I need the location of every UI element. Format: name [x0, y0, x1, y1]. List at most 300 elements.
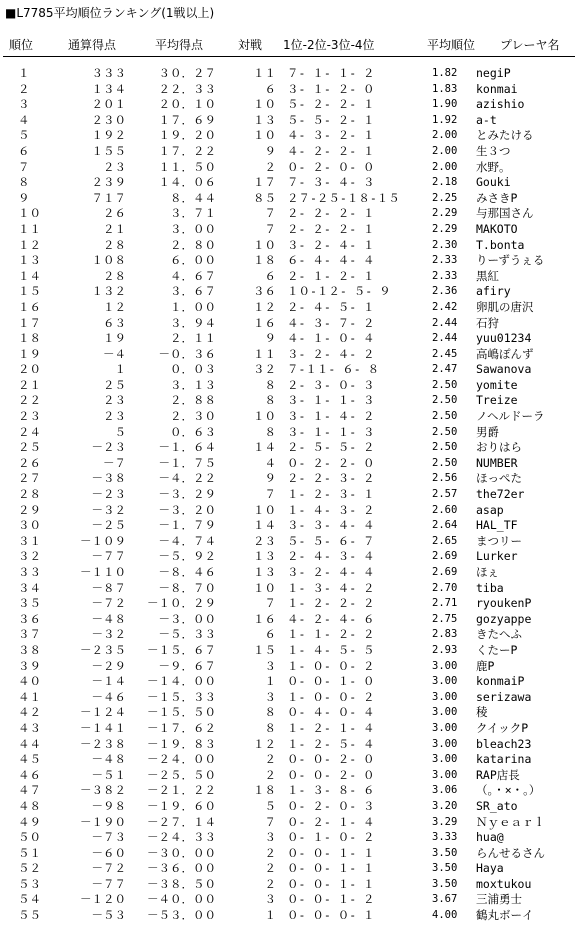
average-rank-cell: 1.92	[432, 113, 458, 126]
average-rank-cell: 2.50	[432, 425, 458, 438]
rank-cell: ２２	[18, 393, 41, 408]
placement-distribution-cell: ０- １- ０- ２	[287, 830, 375, 845]
rank-cell: ２０	[18, 362, 41, 377]
rank-cell: ８	[18, 175, 30, 190]
average-rank-cell: 3.50	[432, 877, 458, 890]
player-name-cell: きたへふ	[476, 627, 522, 642]
rank-cell: ３７	[18, 627, 41, 642]
header-rank: 順位	[9, 38, 34, 52]
rank-cell: ５２	[18, 861, 41, 876]
player-name-cell: RAP店長	[476, 767, 520, 782]
rank-cell: ２	[18, 81, 30, 96]
average-score-cell: －２７．１４	[147, 814, 216, 829]
rank-cell: ５１	[18, 845, 41, 860]
placement-distribution-cell: ３- ２- ４- ４	[287, 565, 375, 579]
placement-distribution-cell: ５- ２- ２- １	[287, 97, 375, 112]
player-name-cell: hua@	[476, 830, 504, 845]
average-rank-cell: 3.06	[432, 784, 458, 797]
rank-cell: ４８	[18, 798, 41, 813]
placement-distribution-cell: ２７-２５-１８-１５	[287, 190, 400, 205]
table-row	[0, 674, 579, 690]
average-rank-cell: 4.00	[432, 909, 458, 922]
player-name-cell: 生３つ	[476, 143, 511, 158]
table-row	[0, 331, 579, 347]
table-row	[0, 362, 579, 378]
table-row	[0, 752, 579, 768]
average-rank-cell: 2.50	[432, 441, 458, 454]
rank-cell: ３５	[18, 596, 41, 611]
average-rank-cell: 3.00	[432, 706, 458, 719]
table-row	[0, 347, 579, 363]
rank-cell: ５５	[18, 908, 41, 923]
games-cell: ３	[264, 658, 276, 673]
average-rank-cell: 3.00	[432, 737, 458, 750]
rank-cell: １５	[18, 284, 41, 299]
placement-distribution-cell: ０- ２- ０- ３	[287, 798, 375, 813]
games-cell: １０	[253, 409, 276, 424]
player-name-cell: ほっぺた	[476, 471, 522, 486]
games-cell: ２	[264, 159, 276, 174]
player-name-cell: NUMBER	[476, 455, 518, 470]
table-row	[0, 877, 579, 893]
average-score-cell: －４．７４	[158, 533, 216, 548]
rank-cell: ４７	[18, 783, 41, 798]
placement-distribution-cell: ２- １- ２- １	[287, 268, 375, 283]
placement-distribution-cell: １０-１２- ５- ９	[287, 284, 391, 299]
games-cell: ３６	[253, 284, 276, 299]
average-score-cell: －１９．６０	[147, 798, 216, 813]
rank-cell: ４３	[18, 720, 41, 735]
games-cell: ８	[264, 720, 276, 735]
average-rank-cell: 3.29	[432, 815, 458, 828]
player-name-cell: おりはら	[476, 440, 522, 455]
average-rank-cell: 2.30	[432, 238, 458, 251]
rank-cell: １２	[18, 237, 41, 252]
table-row	[0, 643, 579, 659]
placement-distribution-cell: ４- ２- ２- １	[287, 143, 375, 158]
average-rank-cell: 2.50	[432, 394, 458, 407]
average-rank-cell: 1.90	[432, 98, 458, 111]
games-cell: ３	[264, 830, 276, 845]
average-score-cell: －２４．３３	[147, 830, 216, 845]
placement-distribution-cell: ７-１１- ６- ８	[287, 362, 380, 377]
player-name-cell: the72er	[476, 487, 525, 502]
games-cell: １６	[253, 315, 276, 330]
games-cell: １８	[253, 253, 276, 268]
total-score-cell: －７３	[91, 830, 126, 845]
placement-distribution-cell: ０- ４- ０- ４	[287, 705, 375, 720]
player-name-cell: ほぇ	[476, 565, 499, 579]
player-name-cell: （。・×・。）	[476, 783, 541, 798]
total-score-cell: ５	[114, 424, 126, 439]
placement-distribution-cell: ０- ０- １- ２	[287, 892, 375, 907]
player-name-cell: 卵肌の唐沢	[476, 299, 534, 314]
average-score-cell: ３．７１	[170, 206, 216, 221]
rank-cell: ２８	[18, 487, 41, 502]
games-cell: ２	[264, 876, 276, 891]
placement-distribution-cell: ２- ３- ０- ３	[287, 377, 375, 392]
placement-distribution-cell: ３- １- ２- ０	[287, 81, 375, 96]
average-score-cell: １７．２２	[158, 143, 216, 158]
total-score-cell: －１４	[91, 674, 126, 689]
header-avgrank: 平均順位	[427, 38, 476, 52]
player-name-cell: negiP	[476, 66, 511, 80]
total-score-cell: １９	[103, 331, 126, 346]
total-score-cell: ２３０	[91, 112, 126, 127]
placement-distribution-cell: ４- ３- ２- １	[287, 128, 375, 143]
total-score-cell: １３４	[91, 81, 126, 96]
rank-cell: ２６	[18, 455, 41, 470]
player-name-cell: 高嶋ぽんず	[476, 346, 534, 361]
player-name-cell: Ｎｙｅａｒｌ	[476, 814, 545, 829]
rank-cell: ３９	[18, 658, 41, 673]
player-name-cell: tiba	[476, 580, 504, 595]
games-cell: ６	[264, 268, 276, 283]
total-score-cell: －５１	[91, 767, 126, 782]
total-score-cell: －３２	[91, 502, 126, 517]
table-row	[0, 425, 579, 441]
total-score-cell: －７７	[91, 876, 126, 891]
total-score-cell: －４	[103, 346, 126, 361]
games-cell: ２	[264, 861, 276, 876]
rank-cell: ２９	[18, 502, 41, 517]
placement-distribution-cell: ０- ２- ０- ０	[287, 159, 375, 174]
table-row	[0, 830, 579, 846]
games-cell: １３	[253, 549, 276, 564]
player-name-cell: Treize	[476, 393, 518, 408]
rank-cell: ３２	[18, 549, 41, 564]
games-cell: ３	[264, 689, 276, 704]
table-row	[0, 97, 579, 113]
rank-cell: ３１	[18, 533, 41, 548]
average-rank-cell: 2.50	[432, 410, 458, 423]
average-score-cell: ２２．３３	[158, 81, 216, 96]
placement-distribution-cell: ０- ２- １- ４	[287, 814, 375, 829]
average-rank-cell: 2.93	[432, 643, 458, 656]
average-score-cell: －３．２０	[158, 502, 216, 517]
table-row	[0, 721, 579, 737]
average-score-cell: －８．７０	[158, 580, 216, 595]
player-name-cell: HAL_TF	[476, 518, 518, 533]
table-row	[0, 565, 579, 581]
games-cell: １４	[253, 440, 276, 455]
rank-cell: １３	[18, 253, 41, 268]
total-score-cell: １３２	[91, 284, 126, 299]
average-rank-cell: 3.20	[432, 799, 458, 812]
games-cell: ５	[264, 798, 276, 813]
placement-distribution-cell: ０- ０- １- １	[287, 845, 375, 860]
placement-distribution-cell: ５- ５- ２- １	[287, 112, 375, 127]
total-score-cell: ２８	[103, 237, 126, 252]
placement-distribution-cell: ３- ２- ４- ２	[287, 346, 375, 361]
table-row	[0, 175, 579, 191]
player-name-cell: 鹿P	[476, 658, 495, 673]
rank-cell: ４	[18, 112, 30, 127]
games-cell: ３２	[253, 362, 276, 377]
total-score-cell: －２３	[91, 440, 126, 455]
games-cell: １１	[253, 346, 276, 361]
total-score-cell: ２３	[103, 393, 126, 408]
player-name-cell: Haya	[476, 861, 504, 876]
table-row	[0, 846, 579, 862]
total-score-cell: ２６	[103, 206, 126, 221]
header-games: 対戦	[238, 38, 263, 52]
rank-cell: １６	[18, 299, 41, 314]
placement-distribution-cell: ４- ３- ７- ２	[287, 315, 375, 330]
games-cell: １０	[253, 580, 276, 595]
games-cell: １３	[253, 112, 276, 127]
table-row	[0, 503, 579, 519]
placement-distribution-cell: ３- ２- ４- １	[287, 237, 375, 252]
average-rank-cell: 3.33	[432, 831, 458, 844]
average-rank-cell: 2.47	[432, 363, 458, 376]
placement-distribution-cell: ２- ２- ２- １	[287, 221, 375, 236]
average-score-cell: －１．７５	[158, 455, 216, 470]
table-row	[0, 300, 579, 316]
placement-distribution-cell: ３- ３- ４- ４	[287, 518, 375, 533]
average-rank-cell: 2.44	[432, 332, 458, 345]
games-cell: １１	[253, 66, 276, 80]
average-score-cell: －３８．５０	[147, 876, 216, 891]
table-row	[0, 861, 579, 877]
games-cell: ８	[264, 705, 276, 720]
rank-cell: ４０	[18, 674, 41, 689]
total-score-cell: ２３９	[91, 175, 126, 190]
rank-cell: ４２	[18, 705, 41, 720]
average-score-cell: ３．６７	[170, 284, 216, 299]
placement-distribution-cell: １- ２- ３- １	[287, 487, 375, 502]
average-rank-cell: 2.18	[432, 176, 458, 189]
average-score-cell: －４．２２	[158, 471, 216, 486]
ranking-table-body	[0, 66, 579, 924]
games-cell: ３	[264, 892, 276, 907]
average-score-cell: ４．６７	[170, 268, 216, 283]
placement-distribution-cell: ０- ０- ０- １	[287, 908, 375, 923]
total-score-cell: －１９０	[80, 814, 126, 829]
table-row	[0, 393, 579, 409]
average-score-cell: －１７．６２	[147, 720, 216, 735]
header-dist: 1位-2位-3位-4位	[283, 38, 375, 52]
total-score-cell: －２９	[91, 658, 126, 673]
average-rank-cell: 2.45	[432, 347, 458, 360]
table-row	[0, 768, 579, 784]
total-score-cell: ７１７	[91, 190, 126, 205]
total-score-cell: ２５	[103, 377, 126, 392]
rank-cell: ５	[18, 128, 30, 143]
player-name-cell: katarina	[476, 752, 532, 767]
total-score-cell: ２０１	[91, 97, 126, 112]
average-score-cell: ８．４４	[170, 190, 216, 205]
placement-distribution-cell: １- ３- ４- ２	[287, 580, 375, 595]
average-rank-cell: 2.60	[432, 503, 458, 516]
average-score-cell: －８．４６	[158, 565, 216, 579]
games-cell: ７	[264, 487, 276, 502]
player-name-cell: らんせるさん	[476, 845, 545, 860]
average-score-cell: ２．１１	[170, 331, 216, 346]
table-row	[0, 238, 579, 254]
table-row	[0, 206, 579, 222]
average-rank-cell: 3.67	[432, 893, 458, 906]
rank-cell: １０	[18, 206, 41, 221]
games-cell: ９	[264, 471, 276, 486]
placement-distribution-cell: ７- １- １- ２	[287, 66, 375, 80]
table-row	[0, 113, 579, 129]
header-total: 通算得点	[68, 38, 117, 52]
player-name-cell: ノヘルドーラ	[476, 409, 545, 424]
total-score-cell: ２３	[103, 409, 126, 424]
placement-distribution-cell: ２- ４- ３- ４	[287, 549, 375, 564]
placement-distribution-cell: １- ４- ５- ５	[287, 642, 375, 657]
games-cell: １２	[253, 299, 276, 314]
average-score-cell: ３０．２７	[158, 66, 216, 80]
table-row	[0, 269, 579, 285]
table-row	[0, 487, 579, 503]
games-cell: ８５	[253, 190, 276, 205]
table-row	[0, 815, 579, 831]
placement-distribution-cell: １- ４- ３- ２	[287, 502, 375, 517]
average-rank-cell: 3.00	[432, 690, 458, 703]
average-rank-cell: 2.00	[432, 129, 458, 142]
rank-cell: １９	[18, 346, 41, 361]
player-name-cell: まつリー	[476, 533, 522, 548]
total-score-cell: －７	[103, 455, 126, 470]
total-score-cell: －４８	[91, 611, 126, 626]
total-score-cell: ３３３	[91, 66, 126, 80]
games-cell: ２３	[253, 533, 276, 548]
table-row	[0, 518, 579, 534]
table-row	[0, 316, 579, 332]
table-row	[0, 627, 579, 643]
games-cell: １０	[253, 502, 276, 517]
games-cell: １６	[253, 611, 276, 626]
placement-distribution-cell: ２- ４- ５- １	[287, 299, 375, 314]
table-row	[0, 799, 579, 815]
table-row	[0, 191, 579, 207]
placement-distribution-cell: １- ２- １- ４	[287, 720, 375, 735]
games-cell: ８	[264, 393, 276, 408]
average-rank-cell: 3.00	[432, 675, 458, 688]
average-rank-cell: 2.33	[432, 254, 458, 267]
rank-cell: ２４	[18, 424, 41, 439]
total-score-cell: －４６	[91, 689, 126, 704]
average-score-cell: －１０．２９	[147, 596, 216, 611]
placement-distribution-cell: １- １- ２- ２	[287, 627, 375, 642]
total-score-cell: －７２	[91, 596, 126, 611]
average-score-cell: －５３．００	[147, 908, 216, 923]
table-row	[0, 456, 579, 472]
total-score-cell: －２５	[91, 518, 126, 533]
average-rank-cell: 2.00	[432, 144, 458, 157]
average-rank-cell: 3.00	[432, 768, 458, 781]
average-score-cell: ２．３０	[170, 409, 216, 424]
player-name-cell: 水野。	[476, 159, 511, 174]
table-row	[0, 284, 579, 300]
average-rank-cell: 3.00	[432, 659, 458, 672]
placement-distribution-cell: ０- ２- ２- ０	[287, 455, 375, 470]
rank-cell: ２７	[18, 471, 41, 486]
rank-cell: ３３	[18, 565, 41, 579]
rank-cell: ３６	[18, 611, 41, 626]
total-score-cell: －９８	[91, 798, 126, 813]
total-score-cell: ２８	[103, 268, 126, 283]
table-row	[0, 908, 579, 924]
average-rank-cell: 3.00	[432, 721, 458, 734]
total-score-cell: －２３	[91, 487, 126, 502]
total-score-cell: －７２	[91, 861, 126, 876]
placement-distribution-cell: １- ２- ２- ２	[287, 596, 375, 611]
rank-cell: ４４	[18, 736, 41, 751]
table-row	[0, 378, 579, 394]
placement-distribution-cell: ４- １- ０- ４	[287, 331, 375, 346]
placement-distribution-cell: １- ２- ５- ４	[287, 736, 375, 751]
games-cell: ６	[264, 627, 276, 642]
average-rank-cell: 2.50	[432, 378, 458, 391]
placement-distribution-cell: １- ０- ０- ２	[287, 658, 375, 673]
total-score-cell: １５５	[91, 143, 126, 158]
games-cell: ２	[264, 752, 276, 767]
average-rank-cell: 1.82	[432, 67, 458, 79]
header-name: プレーヤ名	[500, 38, 560, 52]
total-score-cell: －２３８	[80, 736, 126, 751]
table-row	[0, 160, 579, 176]
table-row	[0, 66, 579, 82]
average-score-cell: －２１．２２	[147, 783, 216, 798]
header-divider	[3, 56, 575, 57]
total-score-cell: －６０	[91, 845, 126, 860]
total-score-cell: －３２	[91, 627, 126, 642]
placement-distribution-cell: ２- ５- ５- ２	[287, 440, 375, 455]
player-name-cell: T.bonta	[476, 237, 525, 252]
placement-distribution-cell: ３- １- １- ３	[287, 424, 375, 439]
games-cell: １０	[253, 97, 276, 112]
table-row	[0, 581, 579, 597]
player-name-cell: 黒紅	[476, 268, 499, 283]
games-cell: ７	[264, 596, 276, 611]
total-score-cell: ２１	[103, 221, 126, 236]
player-name-cell: 与那国さん	[476, 206, 534, 221]
average-score-cell: １．００	[170, 299, 216, 314]
player-name-cell: serizawa	[476, 689, 532, 704]
games-cell: ８	[264, 377, 276, 392]
player-name-cell: Sawanova	[476, 362, 532, 377]
average-score-cell: １１．５０	[158, 159, 216, 174]
total-score-cell: ６３	[103, 315, 126, 330]
average-rank-cell: 2.64	[432, 519, 458, 532]
placement-distribution-cell: ４- ２- ４- ６	[287, 611, 375, 626]
average-score-cell: １７．６９	[158, 112, 216, 127]
rank-cell: ３８	[18, 642, 41, 657]
table-row	[0, 596, 579, 612]
player-name-cell: りーずうぇる	[476, 253, 545, 268]
placement-distribution-cell: ６- ４- ４- ４	[287, 253, 375, 268]
player-name-cell: yomite	[476, 377, 518, 392]
player-name-cell: gozyappe	[476, 611, 532, 626]
average-rank-cell: 2.75	[432, 612, 458, 625]
games-cell: １７	[253, 175, 276, 190]
table-row	[0, 253, 579, 269]
player-name-cell: 石狩	[476, 315, 499, 330]
rank-cell: ４５	[18, 752, 41, 767]
games-cell: １	[264, 908, 276, 923]
player-name-cell: yuu01234	[476, 331, 532, 346]
average-score-cell: １４．０６	[158, 175, 216, 190]
average-score-cell: ６．００	[170, 253, 216, 268]
player-name-cell: みさきP	[476, 190, 518, 205]
average-score-cell: －３６．００	[147, 861, 216, 876]
rank-cell: １７	[18, 315, 41, 330]
rank-cell: ３	[18, 97, 30, 112]
placement-distribution-cell: ０- ０- ２- ０	[287, 752, 375, 767]
